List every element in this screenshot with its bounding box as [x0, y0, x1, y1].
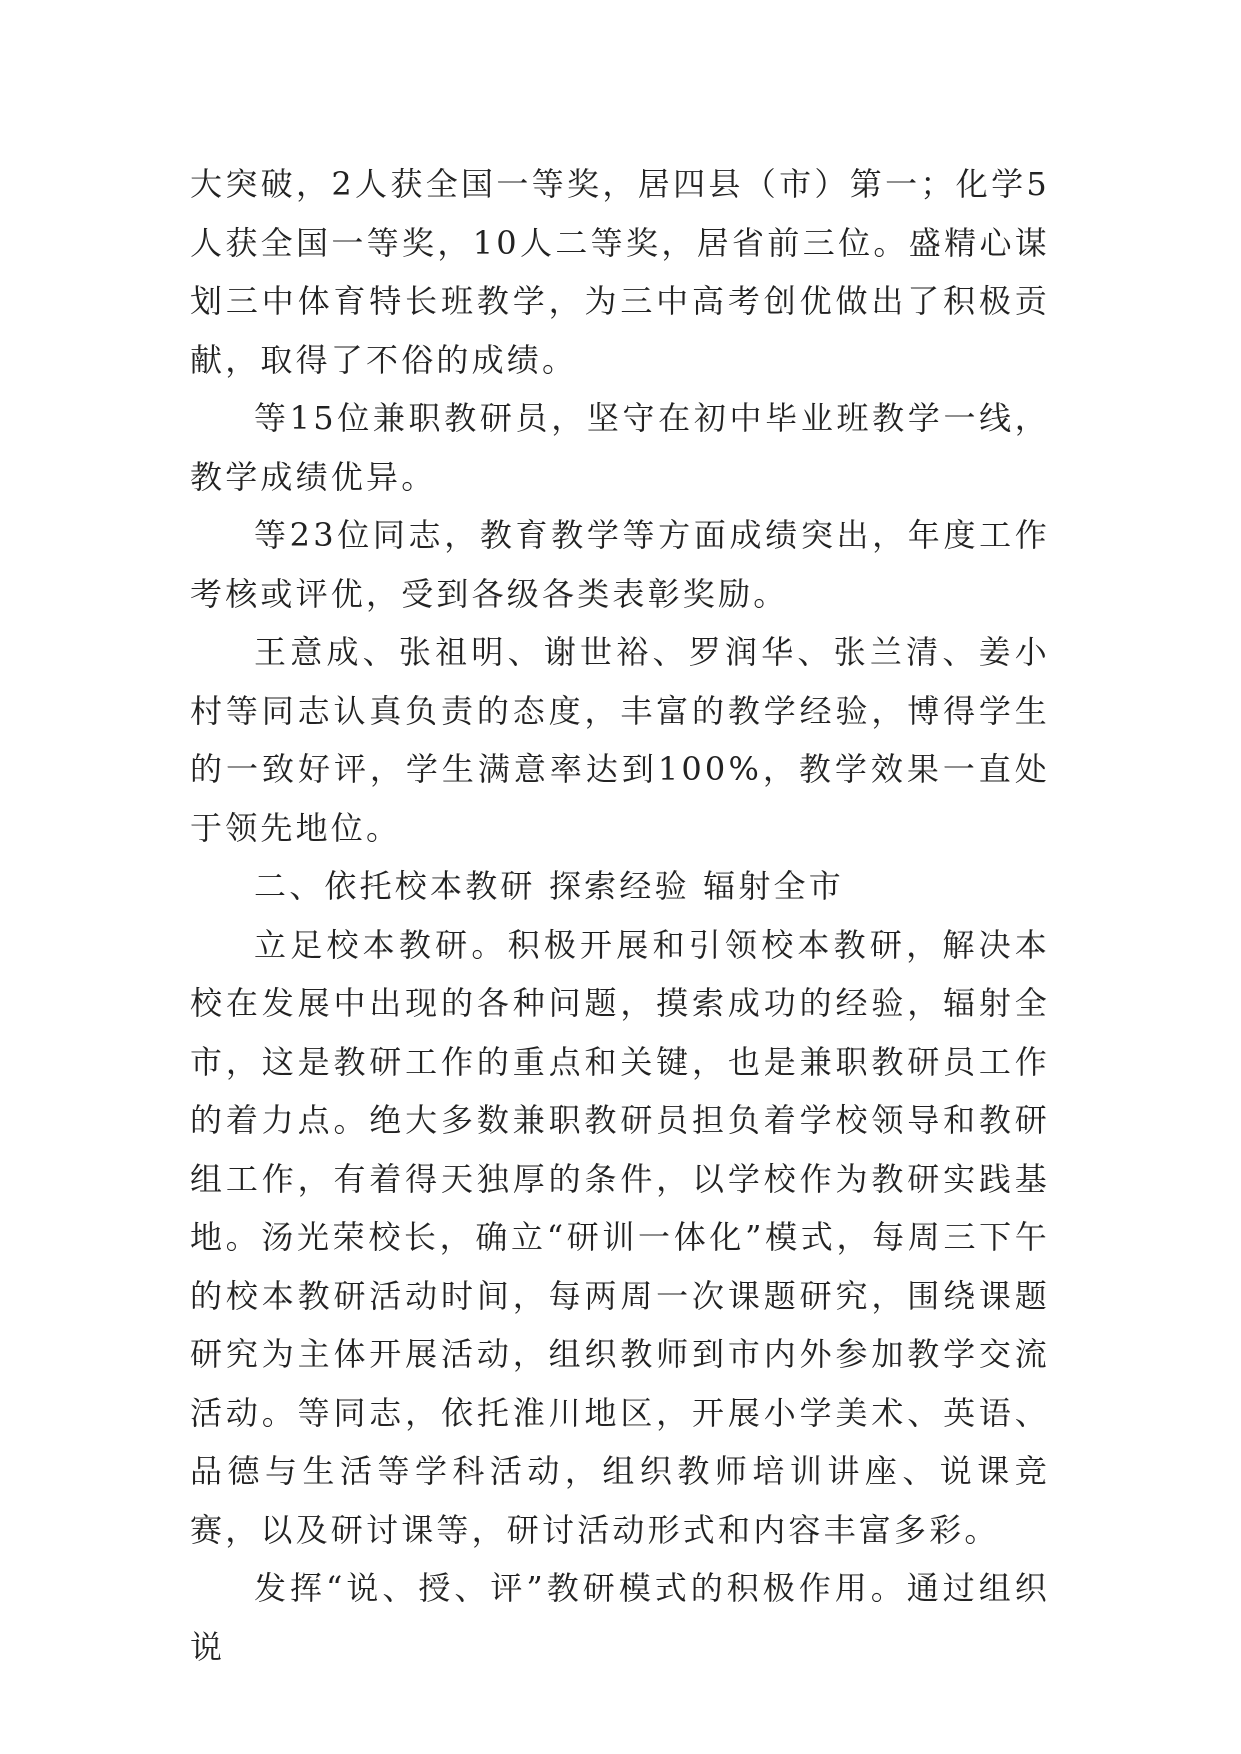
paragraph-named-teachers: 王意成、张祖明、谢世裕、罗润华、张兰清、姜小村等同志认真负责的态度，丰富的教学经验，博得学生的一致好评，学生满意率达到100%，教学效果一直处于领先地位。 — [190, 633, 1050, 847]
paragraph-comrades-23: 等23位同志，教育教学等方面成绩突出，年度工作考核或评优，受到各级各类表彰奖励。 — [190, 516, 1050, 613]
paragraph-continuation: 大突破，2人获全国一等奖，居四县（市）第一；化学5人获全国一等奖，10人二等奖，居省前三位。盛精心谋划三中体育特长班教学，为三中高考创优做出了积极贡献，取得了不俗的成绩。 — [190, 165, 1050, 379]
paragraph-school-research: 立足校本教研。积极开展和引领校本教研，解决本校在发展中出现的各种问题，摸索成功的经验，辐射全市，这是教研工作的重点和关键，也是兼职教研员工作的着力点。绝大多数兼职教研员担负着学校领导和教研组工作，有着得天独厚的条件，以学校作为教研实践基地。汤光荣校长，确立“研训一体化”模式，每周三下午的校本教研活动时间，每两周一次课题研究，围绕课题研究为主体开展活动，组织教师到市内外参加教学交流活动。等同志，依托淮川地区，开展小学美术、英语、品德与生活等学科活动，组织教师培训讲座、说课竞赛，以及研讨课等，研讨活动形式和内容丰富多彩。 — [190, 925, 1050, 1549]
paragraph-model: 发挥“说、授、评”教研模式的积极作用。通过组织说 — [190, 1569, 1050, 1666]
body-text — [190, 155, 1050, 1676]
paragraph-teachers-15: 等15位兼职教研员，坚守在初中毕业班教学一线，教学成绩优异。 — [190, 399, 1050, 496]
section-heading: 二、依托校本教研 探索经验 辐射全市 — [254, 867, 844, 905]
